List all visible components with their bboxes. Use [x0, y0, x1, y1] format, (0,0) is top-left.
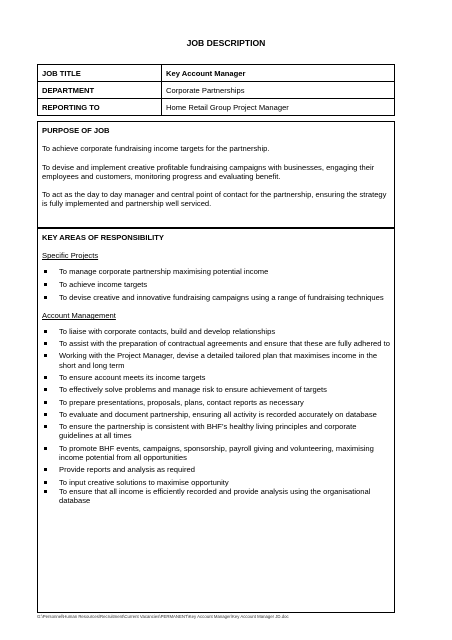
- purpose-paragraph: To devise and implement creative profitable fundraising campaigns with businesses, engaging their employees and customers, monitoring progress and evaluating benefit.: [42, 162, 375, 181]
- department-label: DEPARTMENT: [38, 82, 162, 99]
- list-item: To liaise with corporate contacts, build and develop relationships: [42, 327, 390, 336]
- list-item: To manage corporate partnership maximising potential income: [42, 267, 390, 276]
- reporting-to-label: REPORTING TO: [38, 99, 162, 116]
- account-management-list: [42, 327, 390, 506]
- purpose-paragraph: To achieve corporate fundraising income targets for the partnership.: [42, 144, 270, 154]
- account-management-title: Account Management: [42, 311, 116, 321]
- job-info-table: [37, 64, 395, 116]
- list-item: To ensure account meets its income targets: [42, 373, 390, 382]
- list-item: To ensure the partnership is consistent with BHF’s healthy living principles and corporate guidelines at all times: [42, 422, 390, 441]
- job-title-label: JOB TITLE: [38, 65, 162, 82]
- page-title: JOB DESCRIPTION: [186, 38, 266, 48]
- list-item: To ensure that all income is efficiently recorded and provide analysis using the organisational database: [42, 487, 390, 506]
- list-item: To achieve income targets: [42, 280, 390, 289]
- purpose-heading: PURPOSE OF JOB: [42, 126, 110, 135]
- list-item: To evaluate and document partnership, ensuring all activity is recorded accurately on database: [42, 410, 390, 419]
- specific-projects-title: Specific Projects: [42, 251, 99, 261]
- job-title-row: [38, 65, 395, 82]
- file-path-footer: G:\Personnel\Human Resources\Recruitment\Current Vacancies\PERMANENT\Key Account Manager\Key Account Manager JD.doc: [37, 614, 289, 619]
- list-item: To promote BHF events, campaigns, sponsorship, payroll giving and volunteering, maximising income potential from all opportunities: [42, 444, 390, 463]
- list-item: Working with the Project Manager, devise a detailed tailored plan that maximises income in the short and long term: [42, 351, 390, 370]
- specific-projects-list: [42, 267, 390, 303]
- list-item: To assist with the preparation of contractual agreements and ensure that these are fully adhered to: [42, 339, 390, 348]
- department-row: [38, 82, 395, 99]
- purpose-section: [37, 121, 395, 228]
- list-item: To effectively solve problems and manage risk to ensure achievement of targets: [42, 385, 390, 394]
- key-areas-section: [37, 228, 395, 613]
- reporting-to-value: Home Retail Group Project Manager: [162, 99, 395, 116]
- department-value: Corporate Partnerships: [162, 82, 395, 99]
- job-title-value: Key Account Manager: [162, 65, 395, 82]
- key-areas-heading: KEY AREAS OF RESPONSIBILITY: [42, 233, 164, 242]
- list-item: To input creative solutions to maximise opportunity: [42, 478, 390, 487]
- list-item: To prepare presentations, proposals, plans, contact reports as necessary: [42, 398, 390, 407]
- list-item: Provide reports and analysis as required: [42, 465, 390, 474]
- purpose-paragraph: To act as the day to day manager and central point of contact for the partnership, ensuring the strategy is fully implemented and partnership well serviced.: [42, 190, 387, 209]
- list-item: To devise creative and innovative fundraising campaigns using a range of fundraising techniques: [42, 293, 390, 302]
- reporting-to-row: [38, 99, 395, 116]
